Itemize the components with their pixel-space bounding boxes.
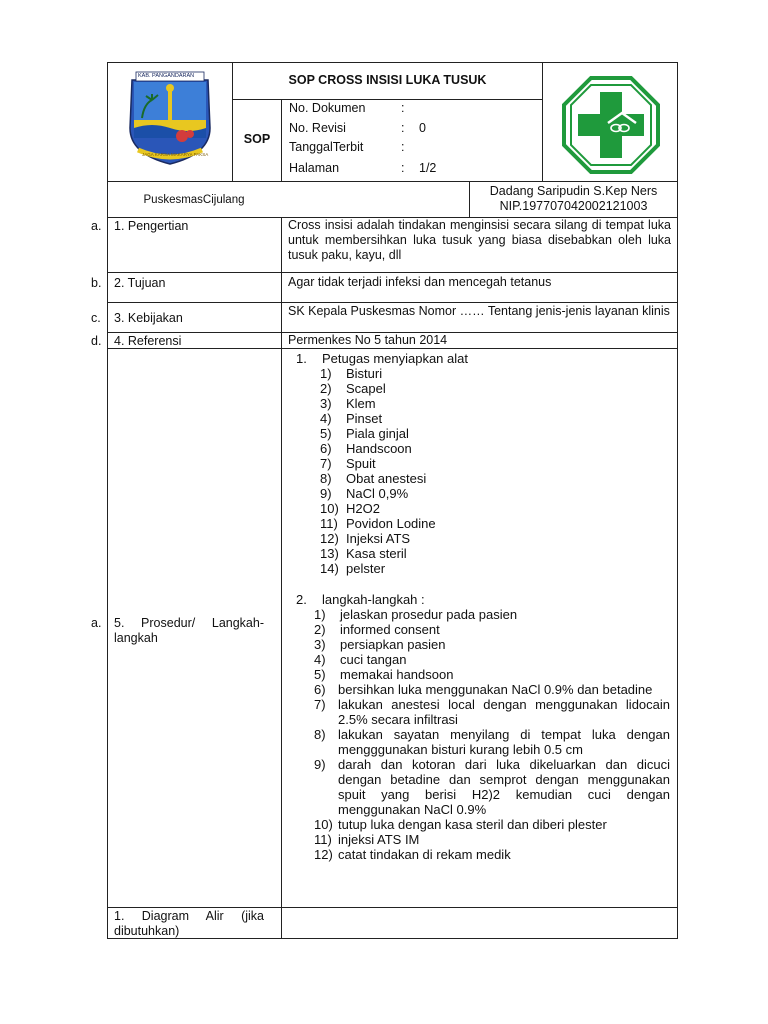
doc-field-label: No. Revisi [289,121,346,135]
divider [107,302,678,303]
list-item: 7) Spuit [320,456,376,471]
list-item: 4) cuci tangan [314,652,407,667]
list-item: 1) Bisturi [320,366,383,381]
doc-field-sep: : [401,121,405,135]
list-item: 8) Obat anestesi [320,471,427,486]
divider [281,99,282,181]
procedure-step-1 [296,351,676,366]
list-item: 12) catat tindakan di rekam medik [314,847,511,862]
row-marker: a. [91,219,102,233]
list-item: 2) Scapel [320,381,386,396]
list-item: 1) jelaskan prosedur pada pasien [314,607,518,622]
doc-field-sep: : [401,161,405,175]
logo-top-text: KAB. PANGANDARAN [138,73,195,79]
document-title: SOP CROSS INSISI LUKA TUSUK [288,73,487,87]
doc-field-label: Halaman [289,161,340,175]
section-label-pengertian: 1. Pengertian [114,219,189,233]
divider [542,62,543,181]
list-item: 9) darah dan kotoran dari luka dikeluarkan dan dicuci dengan betadine dan semprot dengan menggunakan spuit yang berisi H2)2 kemudian cuci dengan menggunakan NaCl 0.9% [314,757,670,817]
list-item: 11) Povidon Lodine [320,516,436,531]
steps-list [314,607,670,862]
sop-label: SOP [243,132,271,146]
list-item: 14) pelster [320,561,386,576]
doc-field-label: No. Dokumen [289,101,366,115]
step-number: 2. [296,592,307,607]
logo-bottom-text: JAGA KARSA MAKARYA PAKSA [142,152,209,157]
step-title: Petugas menyiapkan alat [322,351,468,366]
list-item: 11) injeksi ATS IM [314,832,420,847]
list-item: 10) tutup luka dengan kasa steril dan diberi plester [314,817,607,832]
doc-field-label: TanggalTerbit [289,140,364,154]
doc-field-value: 0 [419,121,426,135]
divider [281,217,282,939]
list-item: 5) Piala ginjal [320,426,409,441]
signer-nip: NIP.197707042002121003 [499,199,648,213]
doc-field-sep: : [401,140,405,154]
row-marker: d. [91,334,102,348]
kebijakan-text: SK Kepala Puskesmas Nomor …… Tentang jenis-jenis layanan klinis [288,304,670,318]
list-item: 9) NaCl 0,9% [320,486,409,501]
divider [107,348,678,349]
list-item: 6) bersihkan luka menggunakan NaCl 0.9% dan betadine [314,682,653,697]
section-label-prosedur: 5. Prosedur/ Langkah-langkah [114,616,264,645]
divider [232,99,543,100]
list-item: 5) memakai handsoon [314,667,454,682]
list-item: 10) H2O2 [320,501,380,516]
list-item: 8) lakukan sayatan menyilang di tempat luka dengan mengggunakan bisturi kurang lebih 0.5 cm [314,727,670,757]
divider [107,907,678,908]
list-item: 12) Injeksi ATS [320,531,411,546]
list-item: 13) Kasa steril [320,546,407,561]
divider [107,272,678,273]
step-number: 1. [296,351,307,366]
section-label-referensi: 4. Referensi [114,334,182,348]
puskesmas-logo [562,76,660,174]
section-label-tujuan: 2. Tujuan [114,276,166,290]
section-label-kebijakan: 3. Kebijakan [114,311,183,325]
row-marker: a. [91,616,102,630]
doc-field-value: 1/2 [419,161,437,175]
divider [107,181,678,182]
referensi-text: Permenkes No 5 tahun 2014 [288,333,448,347]
list-item: 4) Pinset [320,411,383,426]
list-item: 2) informed consent [314,622,440,637]
regency-logo [122,68,218,168]
step-title: langkah-langkah : [322,592,425,607]
tujuan-text: Agar tidak terjadi infeksi dan mencegah tetanus [288,275,552,289]
equipment-list [320,366,670,576]
list-item: 3) persiapkan pasien [314,637,446,652]
section-label-diagram: 1. Diagram Alir (jika dibutuhkan) [114,909,264,938]
row-marker: c. [91,311,101,325]
procedure-step-2 [296,592,676,607]
pengertian-text: Cross insisi adalah tindakan menginsisi secara silang di tempat luka untuk membersihkan luka tusuk yang biasa disebabkan oleh luka tusuk paku, kayu, dll [288,218,671,262]
list-item: 3) Klem [320,396,376,411]
doc-field-sep: : [401,101,405,115]
signer-name: Dadang Saripudin S.Kep Ners [489,184,658,198]
row-marker: b. [91,276,102,290]
table-border-top [107,62,678,63]
puskesmas-name: PuskesmasCijulang [143,194,245,206]
table-border-right [677,62,678,939]
list-item: 7) lakukan anestesi local dengan menggunakan lidocain 2.5% secara infiltrasi [314,697,670,727]
list-item: 6) Handscoon [320,441,412,456]
